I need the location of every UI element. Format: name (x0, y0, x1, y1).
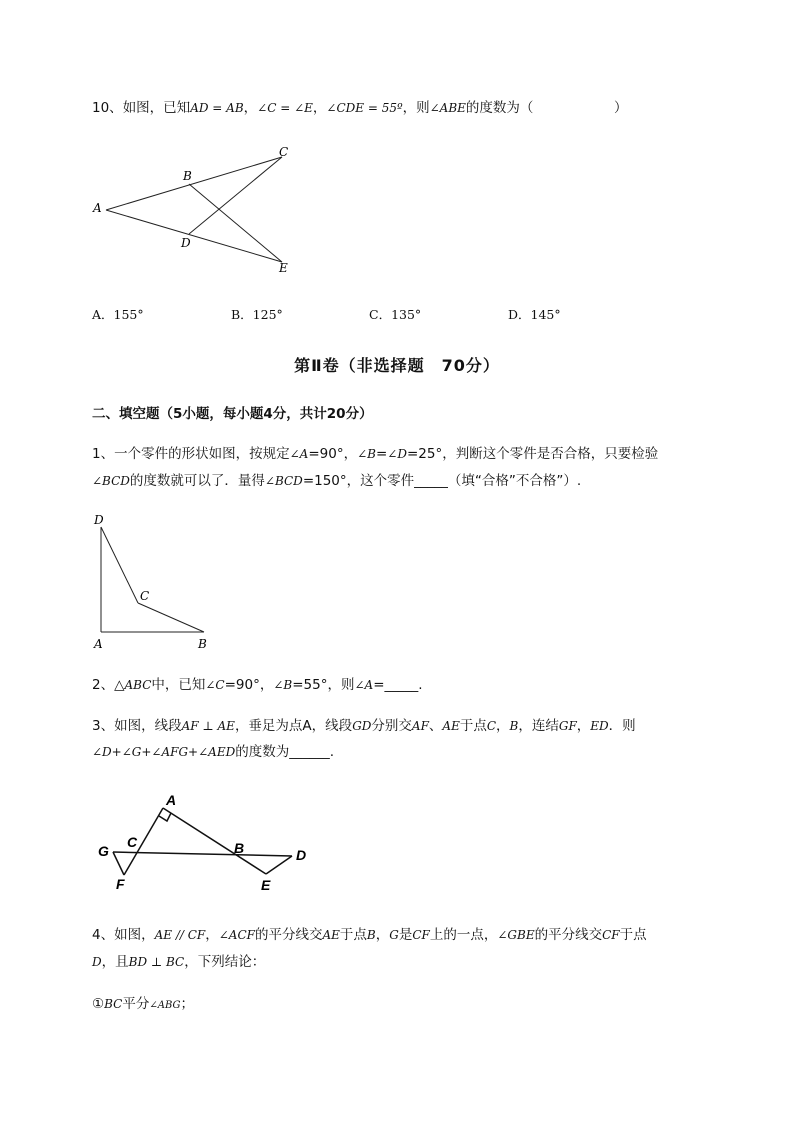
q4-text: 的平分线交 (254, 927, 323, 943)
q4-math: D (92, 955, 102, 969)
q1-math: ∠A (289, 447, 309, 461)
q3-seg-gf (113, 852, 124, 875)
q1-label-c: C (140, 589, 150, 603)
q3-right-angle-mark (159, 813, 171, 821)
q3-text: 3、如图，线段 (92, 718, 182, 734)
q2-text: 2、△ (92, 677, 125, 693)
q4-math: BD ⊥ BC (128, 955, 185, 969)
q3-label-f: F (116, 876, 125, 892)
q3-math: GD (352, 719, 372, 733)
part2-title: 第Ⅱ卷（非选择题 70分） (294, 356, 500, 375)
q2-text: =_____. (373, 677, 423, 693)
q10-text-before: 如图，已知 (122, 100, 191, 116)
q10-option-b: B．125° (231, 307, 283, 322)
q3-text: ， (576, 718, 591, 734)
q4-line2 (92, 952, 265, 972)
q10-option-a: A．155° (92, 307, 144, 322)
q1-text: 1、一个零件的形状如图，按规定 (92, 446, 290, 462)
q4-math: AE (322, 928, 340, 942)
q4-text: ， (375, 927, 390, 943)
q3-text: 分别交 (371, 718, 412, 734)
q1-math: ∠D (387, 447, 407, 461)
q10-label-c: C (279, 145, 289, 159)
q2-text: =90°， (224, 677, 274, 693)
q1-text: = (375, 446, 388, 462)
q4-text: 的平分线交 (534, 927, 603, 943)
q4-text: 是 (398, 927, 413, 943)
q2-math: ∠C (205, 678, 225, 692)
q10-label-b: B (183, 169, 192, 183)
q3-math: GF (558, 719, 577, 733)
q4-math: AE // CF (154, 928, 206, 942)
q1-text: =150°，这个零件_____（填“合格”不合格”）. (302, 473, 582, 489)
q3-text: ，垂足为点A，线段 (234, 718, 353, 734)
q1-text: =25°，判断这个零件是否合格，只要检验 (406, 446, 659, 462)
q3-label-b: B (234, 840, 245, 856)
section2-heading: 二、填空题（5小题，每小题4分，共计20分） (92, 406, 373, 422)
q10-option-d: D．145° (508, 307, 561, 322)
q4-text: ； (180, 996, 194, 1012)
q4-text: 平分 (122, 996, 150, 1012)
q3-math: AE (442, 719, 460, 733)
q4-text: ， (205, 927, 219, 943)
q10-bracket-close: ） (614, 100, 628, 116)
q10-text-after: 的度数为（ (465, 100, 534, 116)
q4-text: 上的一点， (429, 927, 498, 943)
q10-label-d: D (181, 236, 191, 250)
q1-math: ∠B (357, 447, 376, 461)
q10-target: ∠ABE (429, 101, 466, 115)
q4-math: CF (412, 928, 430, 942)
q3-math: C (486, 719, 497, 733)
q1-text: =90°， (308, 446, 358, 462)
q3-seg-ae (163, 808, 266, 874)
q3-math: ED (590, 719, 609, 733)
q3-text: ．则 (608, 718, 636, 734)
q4-math: BC (104, 997, 123, 1011)
q4-math: CF (602, 928, 620, 942)
q3-text: ，连结 (518, 718, 559, 734)
q4-math: ∠ABG (149, 1000, 181, 1011)
q10-label-a: A (93, 201, 102, 215)
q1-label-a: A (94, 637, 103, 651)
q3-seg-ed (266, 856, 292, 874)
q10-label-e: E (279, 261, 288, 275)
q4-text: 4、如图， (92, 927, 155, 943)
q3-label-e: E (261, 877, 271, 893)
q1-text: 的度数就可以了．量得 (129, 473, 265, 489)
q10-cond2: ∠C = ∠E (257, 101, 313, 115)
q4-conclusion-1 (92, 994, 194, 1016)
q1-label-b: B (198, 637, 207, 651)
q4-text: 于点 (619, 927, 647, 943)
q1-math: ∠BCD (92, 474, 130, 488)
q4-conclusion-number: ① (92, 996, 105, 1012)
q3-text: 于点 (459, 718, 487, 734)
q1-math: ∠BCD (264, 474, 303, 488)
q4-line1 (92, 925, 647, 945)
q2-math: ∠A (354, 678, 374, 692)
q4-text: ，且 (101, 954, 129, 970)
q10-cond3: ∠CDE = 55º (326, 101, 403, 115)
q4-text: 于点 (339, 927, 367, 943)
q4-math: G (389, 928, 399, 942)
q3-label-c: C (127, 834, 138, 850)
q3-math: B (509, 719, 519, 733)
q3-label-a: A (166, 792, 177, 808)
q3-text: 的度数为______. (235, 744, 335, 760)
q4-text: ，下列结论： (184, 954, 266, 970)
q2-math: ABC (124, 678, 152, 692)
q4-math: ∠GBE (497, 928, 535, 942)
q3-label-g: G (98, 843, 109, 859)
q2-math: ∠B (273, 678, 293, 692)
q10-sep1: ， (243, 100, 258, 116)
q10-sep2: ， (312, 100, 327, 116)
q4-math: B (366, 928, 376, 942)
q10-option-c: C．135° (369, 307, 422, 322)
q3-text: ， (496, 718, 510, 734)
q3-math: ∠D+∠G+∠AFG+∠AED (92, 745, 236, 759)
q3-seg-gd (113, 852, 292, 856)
q10-cond1: AD = AB (190, 101, 244, 115)
q2-text: =55°，则 (292, 677, 355, 693)
q2-text: 中，已知 (151, 677, 206, 693)
q3-label-d: D (296, 847, 307, 863)
q3-math: AF (411, 719, 429, 733)
q1-label-d: D (94, 513, 104, 527)
q10-number: 10、 (92, 100, 123, 116)
q4-math: ∠ACF (218, 928, 255, 942)
q3-math: AF ⊥ AE (181, 719, 235, 733)
q3-text: 、 (428, 718, 443, 734)
q10-text-mid: ，则 (402, 100, 430, 116)
